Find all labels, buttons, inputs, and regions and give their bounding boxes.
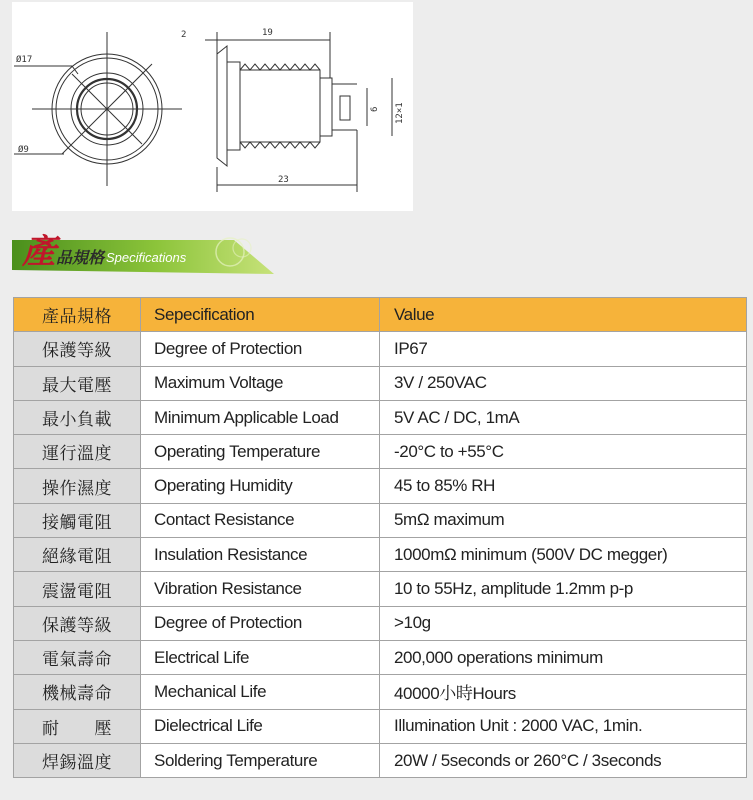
dim-label-19: 19 bbox=[262, 28, 273, 38]
cell-zh: 最小負載 bbox=[14, 400, 141, 434]
table-row bbox=[14, 503, 747, 537]
table-row bbox=[14, 640, 747, 674]
table-row bbox=[14, 743, 747, 777]
cell-value: 200,000 operations minimum bbox=[380, 640, 747, 674]
cell-zh: 絕緣電阻 bbox=[14, 538, 141, 572]
cell-zh: 焊錫溫度 bbox=[14, 743, 141, 777]
dim-label-d17: Ø17 bbox=[16, 55, 33, 65]
table-row bbox=[14, 366, 747, 400]
table-row bbox=[14, 435, 747, 469]
cell-value: 40000小時Hours bbox=[380, 675, 747, 709]
cell-specification: Insulation Resistance bbox=[141, 538, 380, 572]
dim-label-2: 2 bbox=[181, 30, 187, 40]
cell-specification: Degree of Protection bbox=[141, 332, 380, 366]
banner-zh-title: 品規格 bbox=[56, 248, 105, 267]
cell-value: >10g bbox=[380, 606, 747, 640]
cell-zh: 最大電壓 bbox=[14, 366, 141, 400]
dim-label-6: 6 bbox=[370, 106, 380, 112]
cell-specification: Maximum Voltage bbox=[141, 366, 380, 400]
specification-table bbox=[13, 297, 747, 778]
cell-specification: Mechanical Life bbox=[141, 675, 380, 709]
cell-value: Illumination Unit : 2000 VAC, 1min. bbox=[380, 709, 747, 743]
cell-value: IP67 bbox=[380, 332, 747, 366]
cell-zh: 電氣壽命 bbox=[14, 640, 141, 674]
table-row bbox=[14, 538, 747, 572]
technical-drawing bbox=[12, 2, 413, 211]
cell-specification: Contact Resistance bbox=[141, 503, 380, 537]
cell-value: 20W / 5seconds or 260°C / 3seconds bbox=[380, 743, 747, 777]
table-header-row bbox=[14, 298, 747, 332]
table-row bbox=[14, 709, 747, 743]
cell-zh: 操作濕度 bbox=[14, 469, 141, 503]
cell-zh: 保護等級 bbox=[14, 332, 141, 366]
table-row bbox=[14, 606, 747, 640]
specifications-banner bbox=[12, 226, 274, 276]
cell-value: 5V AC / DC, 1mA bbox=[380, 400, 747, 434]
cell-specification: Electrical Life bbox=[141, 640, 380, 674]
header-specification: Sepecification bbox=[141, 298, 380, 332]
cell-specification: Vibration Resistance bbox=[141, 572, 380, 606]
cell-zh: 機械壽命 bbox=[14, 675, 141, 709]
cell-zh: 震盪電阻 bbox=[14, 572, 141, 606]
cell-specification: Degree of Protection bbox=[141, 606, 380, 640]
header-zh: 產品規格 bbox=[14, 298, 141, 332]
header-value: Value bbox=[380, 298, 747, 332]
banner-en-title: Specifications bbox=[106, 250, 187, 265]
dim-label-23: 23 bbox=[278, 175, 289, 185]
cell-specification: Operating Humidity bbox=[141, 469, 380, 503]
cell-specification: Soldering Temperature bbox=[141, 743, 380, 777]
cell-value: -20°C to +55°C bbox=[380, 435, 747, 469]
cell-value: 10 to 55Hz, amplitude 1.2mm p-p bbox=[380, 572, 747, 606]
table-row bbox=[14, 572, 747, 606]
dim-label-12x1: 12×1 bbox=[395, 102, 405, 124]
cell-zh: 耐 壓 bbox=[14, 709, 141, 743]
dimension-drawing bbox=[12, 2, 413, 211]
cell-zh: 保護等級 bbox=[14, 606, 141, 640]
table-row bbox=[14, 332, 747, 366]
cell-zh: 運行溫度 bbox=[14, 435, 141, 469]
cell-specification: Dielectrical Life bbox=[141, 709, 380, 743]
cell-value: 1000mΩ minimum (500V DC megger) bbox=[380, 538, 747, 572]
table-body bbox=[14, 332, 747, 778]
table-row bbox=[14, 400, 747, 434]
table-row bbox=[14, 469, 747, 503]
banner-title bbox=[22, 232, 186, 272]
cell-value: 3V / 250VAC bbox=[380, 366, 747, 400]
cell-value: 5mΩ maximum bbox=[380, 503, 747, 537]
dim-label-d9: Ø9 bbox=[18, 145, 29, 155]
table-row bbox=[14, 675, 747, 709]
cell-specification: Minimum Applicable Load bbox=[141, 400, 380, 434]
cell-specification: Operating Temperature bbox=[141, 435, 380, 469]
cell-zh: 接觸電阻 bbox=[14, 503, 141, 537]
cell-value: 45 to 85% RH bbox=[380, 469, 747, 503]
banner-big-char: 產 bbox=[22, 232, 56, 272]
